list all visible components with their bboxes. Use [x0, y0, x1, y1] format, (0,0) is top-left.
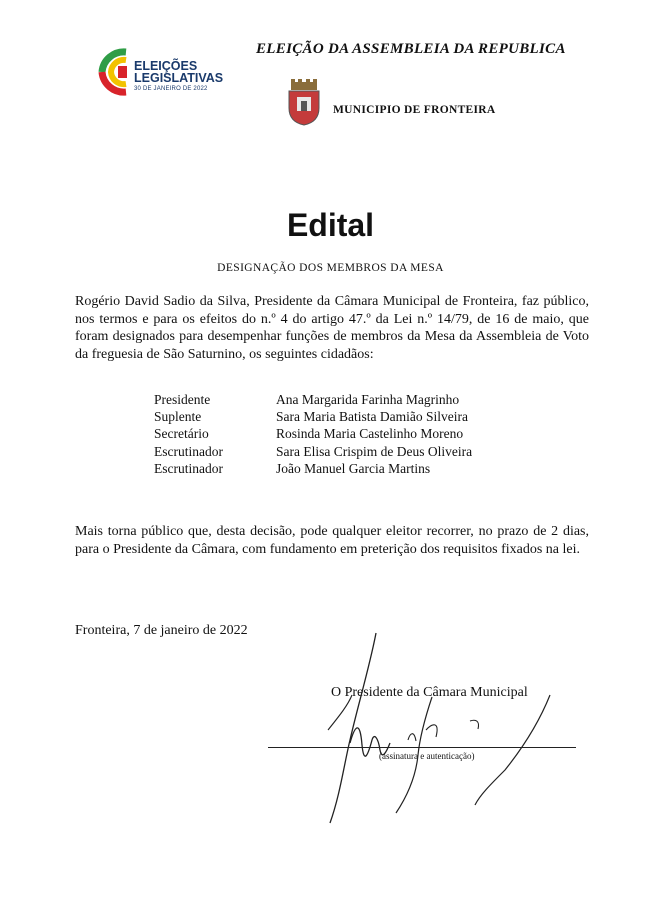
member-name: Sara Maria Batista Damião Silveira — [276, 409, 468, 425]
elections-logo — [96, 44, 226, 108]
member-role: Escrutinador — [154, 443, 223, 459]
place-date: Fronteira, 7 de janeiro de 2022 — [75, 623, 248, 638]
member-row — [154, 460, 472, 477]
member-role: Escrutinador — [154, 460, 223, 476]
logo-date: 30 DE JANEIRO DE 2022 — [134, 86, 208, 92]
document-subtitle: DESIGNAÇÃO DOS MEMBROS DA MESA — [217, 262, 444, 274]
document-title: Edital — [286, 207, 375, 243]
logo-line-2: LEGISLATIVAS — [134, 71, 224, 85]
member-role: Presidente — [154, 392, 211, 407]
municipality-name: MUNICIPIO DE FRONTEIRA — [333, 104, 496, 116]
elections-logo-icon — [96, 46, 130, 96]
logo-line-1: ELEIÇÕES — [134, 59, 198, 73]
signatory-title: O Presidente da Câmara Municipal — [331, 685, 528, 700]
intro-paragraph: Rogério David Sadio da Silva, Presidente da Câmara Municipal de Fronteira, faz público, nos termos e para os efeitos do n.º 4 do artigo 47.º da Lei n.º 14/79, de 16 de maio, que foram designados para desempenhar funções de membros da Mesa da Assembleia de Voto da freguesia de São Saturnino, os seguintes cidadãos: — [75, 294, 589, 362]
signature-caption: (assinatura e autenticação) — [379, 751, 475, 761]
municipal-crest-icon — [285, 78, 323, 126]
member-row — [154, 408, 472, 425]
member-name: João Manuel Garcia Martins — [276, 460, 431, 476]
member-role: Suplente — [154, 409, 202, 425]
member-name: Rosinda Maria Castelinho Moreno — [276, 426, 464, 442]
member-row — [154, 425, 472, 442]
member-name: Ana Margarida Farinha Magrinho — [276, 392, 460, 407]
members-list — [154, 391, 472, 477]
member-row — [154, 443, 472, 460]
notice-paragraph: Mais torna público que, desta decisão, pode qualquer eleitor recorrer, no prazo de 2 dias, para o Presidente da Câmara, com fundamento em preterição dos requisitos fixados na lei. — [75, 524, 589, 557]
member-name: Sara Elisa Crispim de Deus Oliveira — [276, 443, 473, 459]
election-title: ELEIÇÃO DA ASSEMBLEIA DA REPUBLICA — [256, 41, 566, 57]
handwritten-signature — [300, 625, 580, 835]
member-row — [154, 391, 472, 408]
member-role: Secretário — [154, 426, 209, 442]
